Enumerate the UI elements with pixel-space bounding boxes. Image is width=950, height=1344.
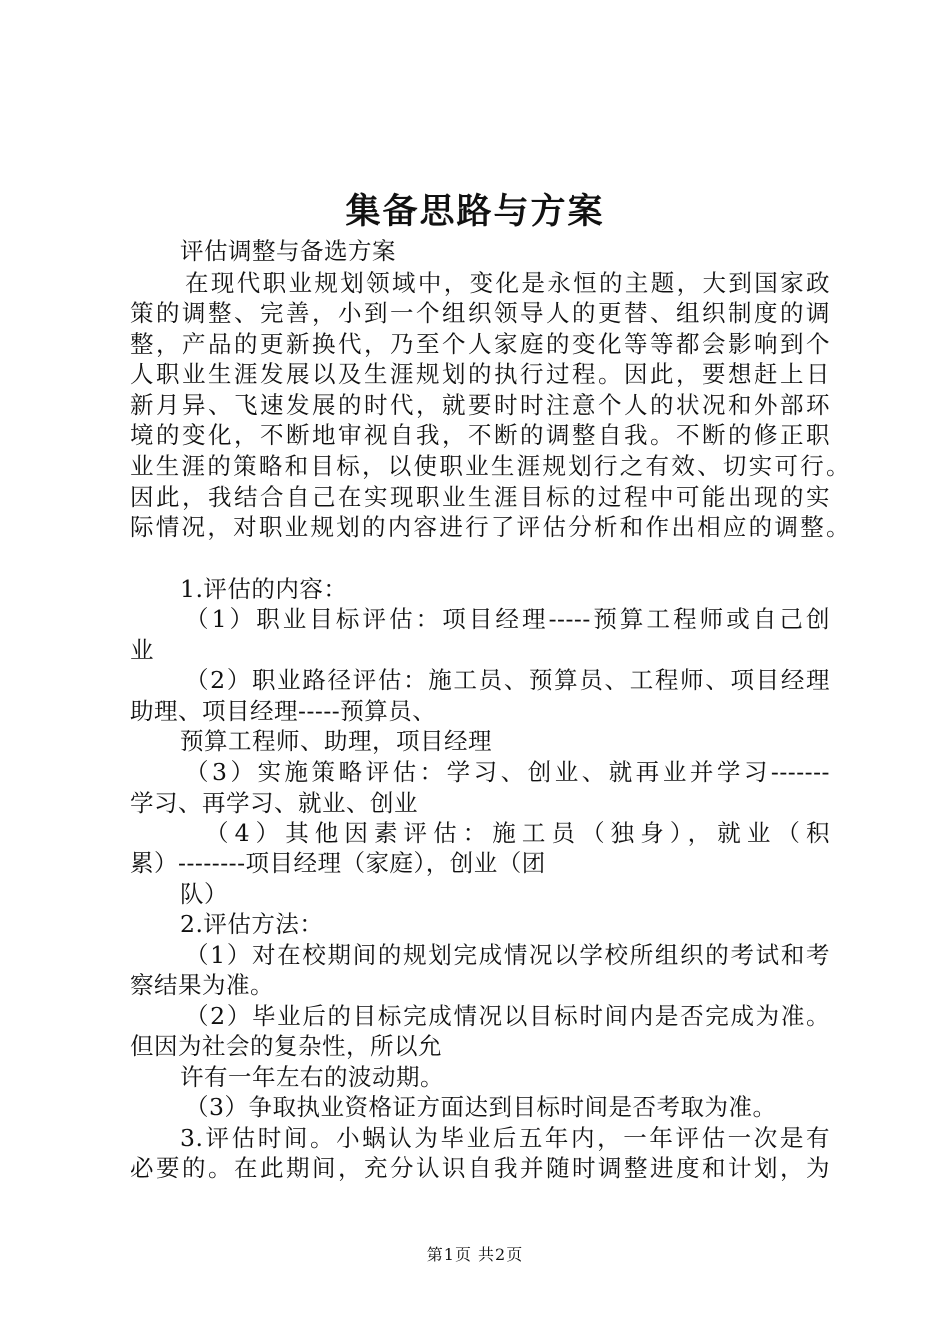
paragraph-line: 境的变化，不断地审视自我，不断的调整自我。不断的修正职 bbox=[130, 421, 830, 449]
list-item: （1）对在校期间的规划完成情况以学校所组织的考试和考 bbox=[185, 941, 830, 969]
list-item: （3）实施策略评估：学习、创业、就再业并学习------- bbox=[185, 758, 830, 786]
list-item: 许有一年左右的波动期。 bbox=[180, 1063, 444, 1091]
section-heading: 1.评估的内容： bbox=[180, 575, 348, 603]
paragraph-line: 在现代职业规划领域中，变化是永恒的主题，大到国家政 bbox=[185, 269, 830, 297]
list-item: 察结果为准。 bbox=[130, 971, 274, 999]
page-footer: 第1页 共2页 bbox=[426, 1245, 524, 1264]
paragraph-line: 业生涯的策略和目标，以使职业生涯规划行之有效、切实可行。 bbox=[130, 452, 850, 480]
list-item: （2）职业路径评估：施工员、预算员、工程师、项目经理 bbox=[185, 666, 830, 694]
document-title: 集备思路与方案 bbox=[345, 191, 605, 232]
paragraph-line: 整，产品的更新换代，乃至个人家庭的变化等等都会影响到个 bbox=[130, 330, 830, 358]
list-item: 业 bbox=[130, 636, 154, 664]
list-item: （3）争取执业资格证方面达到目标时间是否考取为准。 bbox=[185, 1093, 777, 1121]
section-heading: 3.评估时间。小蜗认为毕业后五年内，一年评估一次是有 bbox=[180, 1124, 830, 1152]
section-heading: 评估调整与备选方案 bbox=[180, 237, 396, 265]
list-item: 队） bbox=[180, 880, 228, 908]
section-heading: 2.评估方法： bbox=[180, 910, 324, 938]
list-item: 但因为社会的复杂性，所以允 bbox=[130, 1032, 442, 1060]
list-item: （4）其他因素评估：施工员（独身），就业（积 bbox=[205, 819, 830, 847]
list-item: 助理、项目经理-----预算员、 bbox=[130, 697, 437, 725]
paragraph-line: 际情况，对职业规划的内容进行了评估分析和作出相应的调整。 bbox=[130, 513, 850, 541]
paragraph-line: 人职业生涯发展以及生涯规划的执行过程。因此，要想赶上日 bbox=[130, 360, 830, 388]
paragraph-line: 策的调整、完善，小到一个组织领导人的更替、组织制度的调 bbox=[130, 299, 830, 327]
paragraph-line: 必要的。在此期间，充分认识自我并随时调整进度和计划，为 bbox=[130, 1154, 830, 1182]
paragraph-line: 新月异、飞速发展的时代，就要时时注意个人的状况和外部环 bbox=[130, 391, 830, 419]
list-item: 累）--------项目经理（家庭），创业（团 bbox=[130, 849, 546, 877]
list-item: 预算工程师、助理，项目经理 bbox=[180, 727, 492, 755]
paragraph-line: 因此，我结合自己在实现职业生涯目标的过程中可能出现的实 bbox=[130, 483, 830, 511]
list-item: （1）职业目标评估：项目经理-----预算工程师或自己创 bbox=[185, 605, 830, 633]
list-item: （2）毕业后的目标完成情况以目标时间内是否完成为准。 bbox=[185, 1002, 830, 1030]
list-item: 学习、再学习、就业、创业 bbox=[130, 789, 418, 817]
